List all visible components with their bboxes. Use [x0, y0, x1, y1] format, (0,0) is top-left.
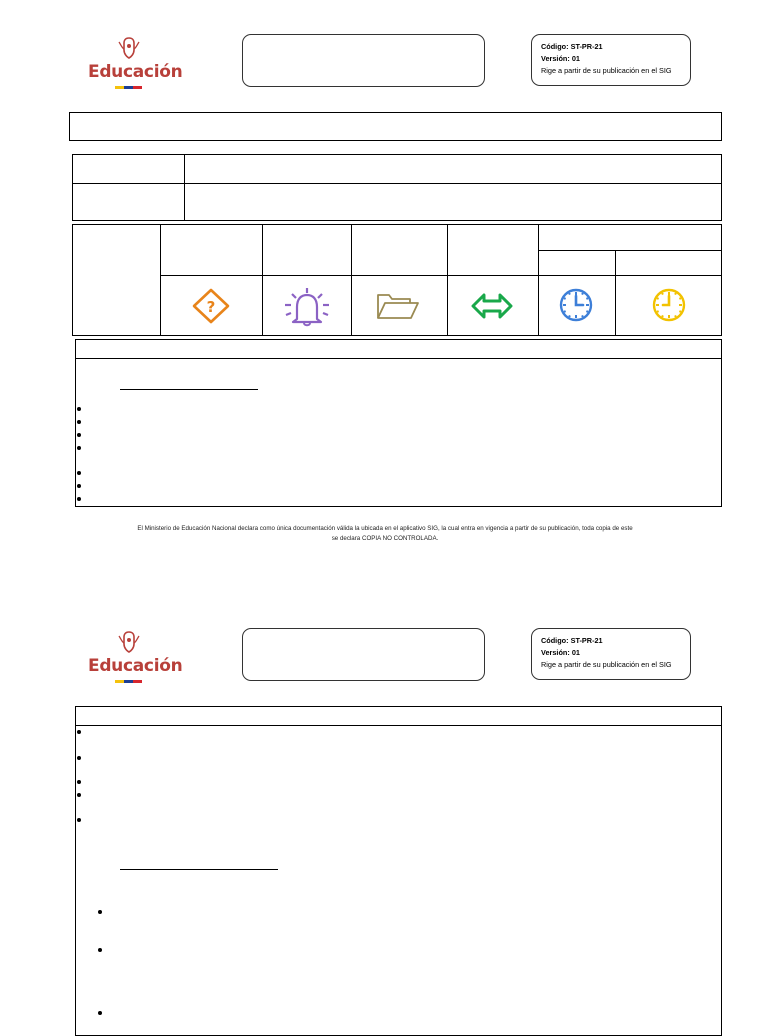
objective-scope-table [72, 154, 722, 221]
disclaimer-line-2: se declara COPIA NO CONTROLADA. [331, 535, 439, 542]
code-line: Código: ST-PR-21 [541, 636, 603, 645]
list-bullet [77, 497, 81, 501]
list-bullet [77, 433, 81, 437]
list-bullet [98, 1011, 102, 1015]
alarm-bell-icon [280, 285, 334, 327]
question-diamond-icon [191, 287, 231, 325]
clock-yellow-icon [651, 287, 687, 323]
list-bullet [77, 818, 81, 822]
validity-line: Rige a partir de su publicación en el SIG [541, 660, 672, 669]
version-line: Versión: 01 [541, 648, 580, 657]
validity-line: Rige a partir de su publicación en el SIG [541, 66, 672, 75]
list-bullet [77, 756, 81, 760]
flag-stripe [115, 680, 142, 683]
list-bullet [77, 407, 81, 411]
continued-conditions-section [75, 706, 722, 1036]
document-code-box [531, 628, 691, 680]
document-title-box [242, 628, 485, 681]
subheading-underline [120, 869, 278, 870]
coat-of-arms-icon [116, 36, 142, 60]
disclaimer-line-1: El Ministerio de Educación Nacional declara como única documentación válida la ubicada en el aplicativo SIG, la cual entra en vigencia a partir de su publicación, toda copia de este [137, 525, 633, 532]
education-logo [61, 628, 211, 690]
list-bullet [98, 910, 102, 914]
flag-stripe [115, 86, 142, 89]
code-line: Código: ST-PR-21 [541, 42, 603, 51]
general-conditions-section [75, 339, 722, 507]
subheading-underline [120, 389, 258, 390]
uncontrolled-copy-disclaimer [60, 524, 710, 544]
document-code-box [531, 34, 691, 86]
symbol-table [72, 224, 722, 336]
list-bullet [77, 471, 81, 475]
double-arrow-icon [470, 291, 514, 321]
clock-blue-icon [558, 287, 594, 323]
list-bullet [77, 484, 81, 488]
list-bullet [77, 793, 81, 797]
folder-icon [375, 291, 421, 321]
logo-wordmark: Educación [88, 62, 183, 82]
coat-of-arms-icon [116, 630, 142, 654]
version-line: Versión: 01 [541, 54, 580, 63]
document-title-box [242, 34, 485, 87]
list-bullet [77, 420, 81, 424]
list-bullet [77, 730, 81, 734]
list-bullet [77, 446, 81, 450]
svg-text:?: ? [206, 298, 216, 316]
list-bullet [77, 780, 81, 784]
logo-wordmark: Educación [88, 656, 183, 676]
procedure-name-bar [69, 112, 722, 141]
education-logo [61, 34, 211, 96]
list-bullet [98, 948, 102, 952]
